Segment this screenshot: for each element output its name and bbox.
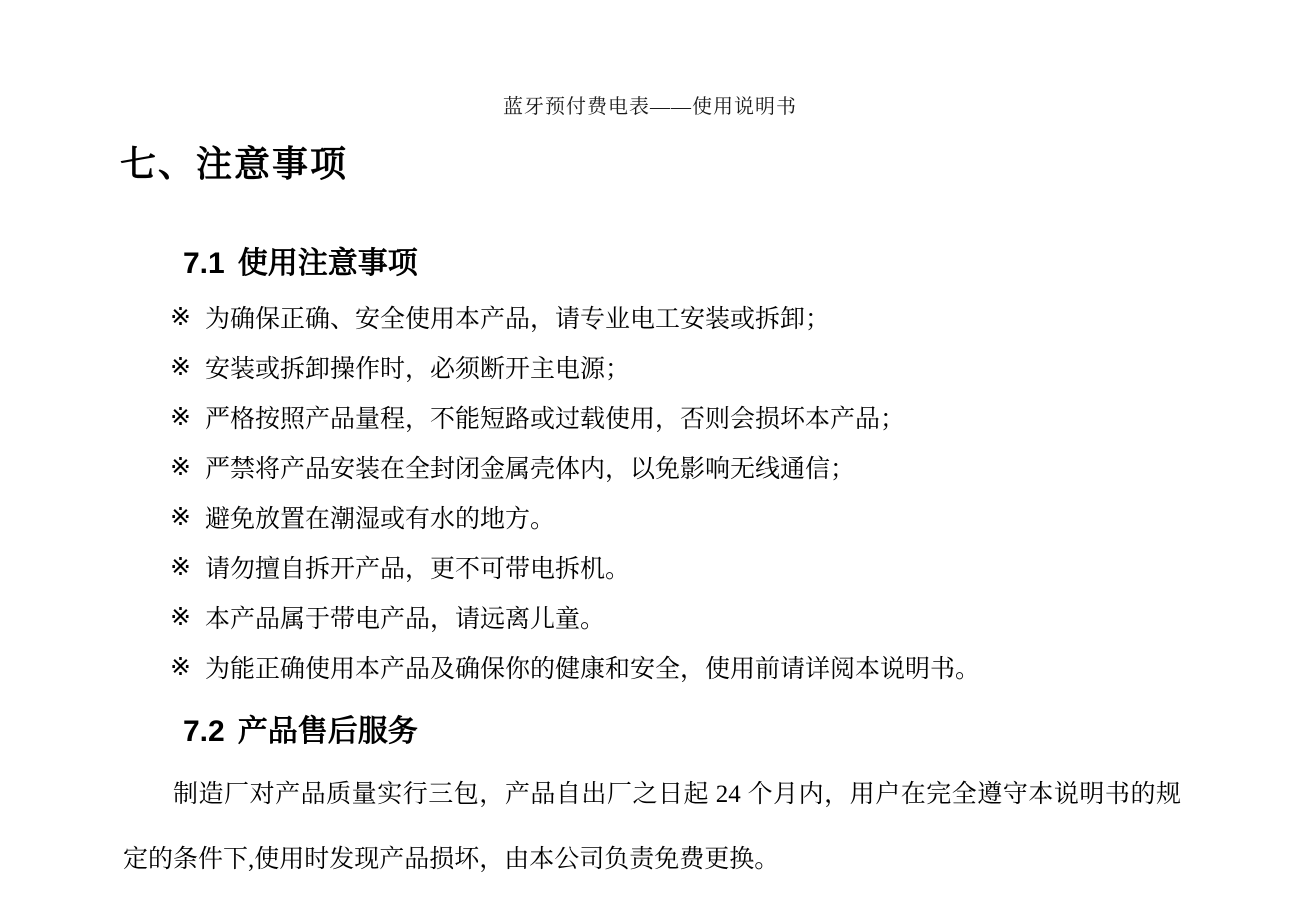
list-item [170, 292, 1240, 342]
reference-mark-icon: ※ [170, 404, 191, 431]
reference-mark-icon: ※ [170, 304, 191, 331]
section-7-1-heading [183, 238, 418, 282]
list-item [170, 442, 1240, 492]
list-item [170, 542, 1240, 592]
list-item-text: 严格按照产品量程，不能短路或过载使用，否则会损坏本产品； [204, 406, 905, 433]
list-item [170, 492, 1240, 542]
reference-mark-icon: ※ [170, 554, 191, 581]
reference-mark-icon: ※ [170, 454, 191, 481]
reference-mark-icon: ※ [170, 604, 191, 631]
section-7-1-number: 7.1 [183, 247, 225, 280]
section-7-2-number: 7.2 [183, 715, 225, 748]
reference-mark-icon: ※ [170, 504, 191, 531]
list-item-text: 为确保正确、安全使用本产品，请专业电工安装或拆卸； [204, 306, 830, 333]
list-item [170, 342, 1240, 392]
list-item-text: 请勿擅自拆开产品，更不可带电拆机。 [204, 556, 630, 583]
reference-mark-icon: ※ [170, 354, 191, 381]
reference-mark-icon: ※ [170, 654, 191, 681]
precautions-list [170, 292, 1240, 692]
list-item [170, 642, 1240, 692]
section-7-2-heading [183, 706, 418, 750]
section-7-1-title: 使用注意事项 [237, 247, 418, 280]
list-item-text: 严禁将产品安装在全封闭金属壳体内，以免影响无线通信； [204, 456, 855, 483]
document-header-title: 蓝牙预付费电表——使用说明书 [503, 96, 797, 118]
list-item [170, 392, 1240, 442]
list-item-text: 本产品属于带电产品，请远离儿童。 [204, 606, 605, 633]
chapter-title: 七、注意事项 [120, 143, 349, 184]
after-sales-paragraph: 制造厂对产品质量实行三包，产品自出厂之日起 24 个月内，用户在完全遵守本说明书的规定的条件下,使用时发现产品损坏，由本公司负责免费更换。 [123, 781, 1181, 873]
list-item-text: 安装或拆卸操作时，必须断开主电源； [204, 356, 630, 383]
list-item [170, 592, 1240, 642]
list-item-text: 为能正确使用本产品及确保你的健康和安全，使用前请详阅本说明书。 [204, 656, 980, 683]
list-item-text: 避免放置在潮湿或有水的地方。 [204, 506, 555, 533]
section-7-2-title: 产品售后服务 [237, 715, 418, 748]
